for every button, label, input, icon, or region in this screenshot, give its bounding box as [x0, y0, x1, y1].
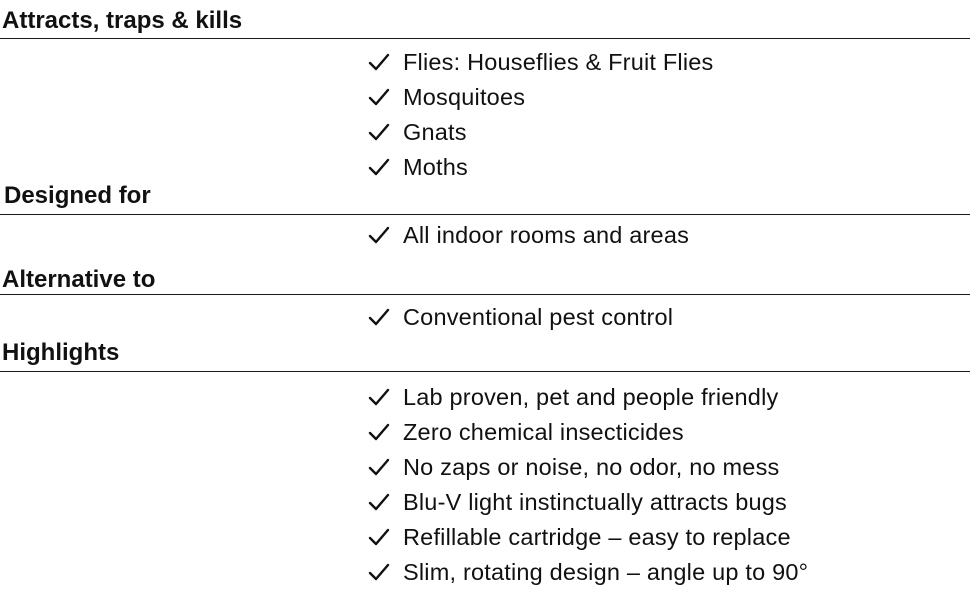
checkmark-icon [368, 307, 390, 327]
list-item-text: Flies: Houseflies & Fruit Flies [403, 49, 714, 75]
list-item-text: Gnats [403, 119, 467, 145]
checkmark-icon [368, 52, 390, 72]
checkmark-icon [368, 457, 390, 477]
section-divider [0, 294, 970, 295]
section-title-alternative-to: Alternative to [2, 266, 156, 293]
section-divider [0, 371, 970, 372]
list-item [368, 522, 791, 552]
list-item-text: Conventional pest control [403, 304, 674, 330]
list-item [368, 47, 713, 77]
list-item-text: Blu-V light instinctually attracts bugs [403, 489, 787, 515]
checkmark-icon [368, 225, 390, 245]
list-item [368, 82, 525, 112]
checkmark-icon [368, 157, 390, 177]
list-item-text: Moths [403, 154, 468, 180]
section-title-highlights: Highlights [2, 339, 120, 366]
checkmark-icon [368, 87, 390, 107]
checkmark-icon [368, 492, 390, 512]
section-title-designed-for: Designed for [4, 182, 151, 209]
list-item-text: Mosquitoes [403, 84, 526, 110]
list-item-text: Slim, rotating design – angle up to 90° [403, 559, 809, 585]
list-item-text: No zaps or noise, no odor, no mess [403, 454, 780, 480]
checkmark-icon [368, 387, 390, 407]
list-item [368, 382, 778, 412]
list-item [368, 487, 787, 517]
list-item [368, 152, 468, 182]
section-title-attracts: Attracts, traps & kills [2, 7, 243, 34]
list-item-text: Refillable cartridge – easy to replace [403, 524, 791, 550]
section-divider [0, 38, 970, 39]
checkmark-icon [368, 562, 390, 582]
checkmark-icon [368, 422, 390, 442]
list-item [368, 557, 808, 587]
section-divider [0, 214, 970, 215]
checkmark-icon [368, 527, 390, 547]
list-item [368, 452, 779, 482]
list-item [368, 220, 689, 250]
list-item-text: Lab proven, pet and people friendly [403, 384, 779, 410]
list-item [368, 302, 673, 332]
list-item [368, 417, 684, 447]
list-item-text: All indoor rooms and areas [403, 222, 690, 248]
list-item [368, 117, 467, 147]
list-item-text: Zero chemical insecticides [403, 419, 684, 445]
checkmark-icon [368, 122, 390, 142]
